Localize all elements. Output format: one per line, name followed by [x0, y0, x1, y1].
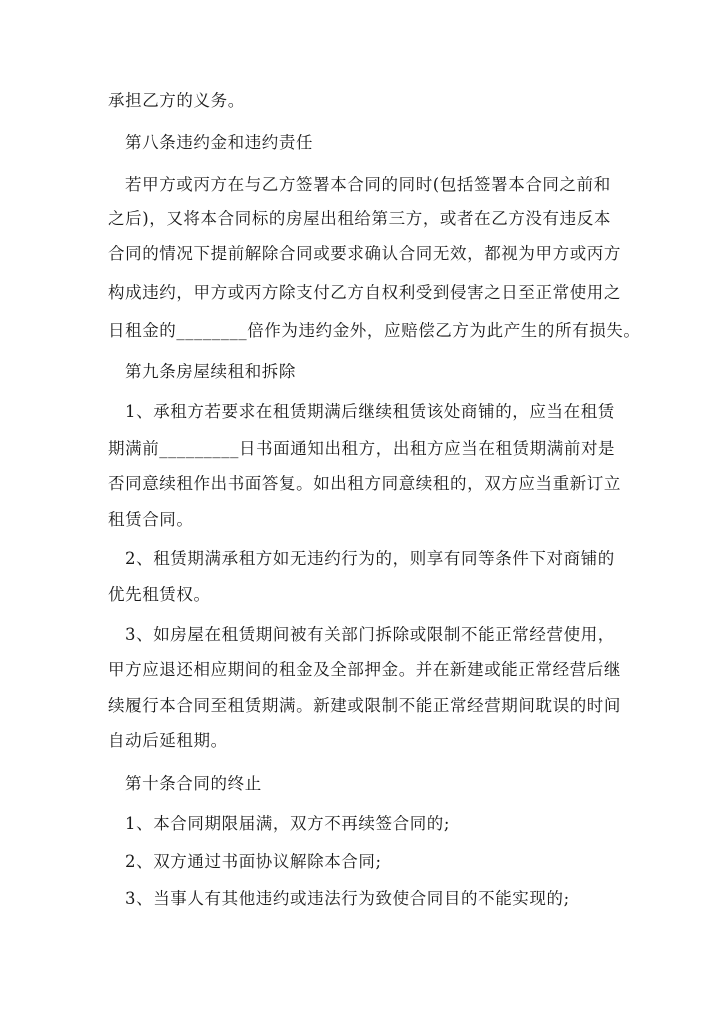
section-heading: 第八条违约金和违约责任 [125, 133, 314, 152]
list-item: 2、双方通过书面协议解除本合同; [125, 852, 382, 871]
list-item: 1、本合同期限届满，双方不再续签合同的; [125, 814, 451, 833]
paragraph-line: 甲方应退还相应期间的租金及全部押金。并在新建或能正常经营后继 [108, 660, 621, 679]
paragraph-line: 1、承租方若要求在租赁期满后继续租赁该处商铺的，应当在租赁 [125, 402, 615, 421]
paragraph-line: 合同的情况下提前解除合同或要求确认合同无效，都视为甲方或丙方 [108, 244, 621, 263]
paragraph-line: 租赁合同。 [108, 510, 194, 529]
paragraph-line: 期满前_________日书面通知出租方，出租方应当在租赁期满前对是 [108, 439, 616, 458]
paragraph-line: 否同意续租作出书面答复。如出租方同意续租的，双方应当重新订立 [108, 474, 621, 493]
paragraph-line: 日租金的________倍作为违约金外，应赔偿乙方为此产生的所有损失。 [108, 321, 641, 340]
paragraph-line: 3、如房屋在租赁期间被有关部门拆除或限制不能正常经营使用， [125, 625, 615, 644]
paragraph-line: 若甲方或丙方在与乙方签署本合同的同时(包括签署本合同之前和 [125, 175, 611, 194]
section-heading: 第九条房屋续租和拆除 [125, 362, 296, 381]
paragraph-line: 构成违约，甲方或丙方除支付乙方自权利受到侵害之日至正常使用之 [108, 283, 621, 302]
paragraph-line: 自动后延租期。 [108, 731, 228, 750]
list-item: 3、当事人有其他违约或违法行为致使合同目的不能实现的; [125, 889, 570, 908]
paragraph-line: 续履行本合同至租赁期满。新建或限制不能正常经营期间耽误的时间 [108, 696, 621, 715]
paragraph-line: 之后)，又将本合同标的房屋出租给第三方，或者在乙方没有违反本 [108, 209, 611, 228]
paragraph-line: 优先租赁权。 [108, 585, 211, 604]
paragraph-line: 2、租赁期满承租方如无违约行为的，则享有同等条件下对商铺的 [125, 549, 615, 568]
paragraph-line: 承担乙方的义务。 [108, 91, 245, 110]
section-heading: 第十条合同的终止 [125, 774, 262, 793]
